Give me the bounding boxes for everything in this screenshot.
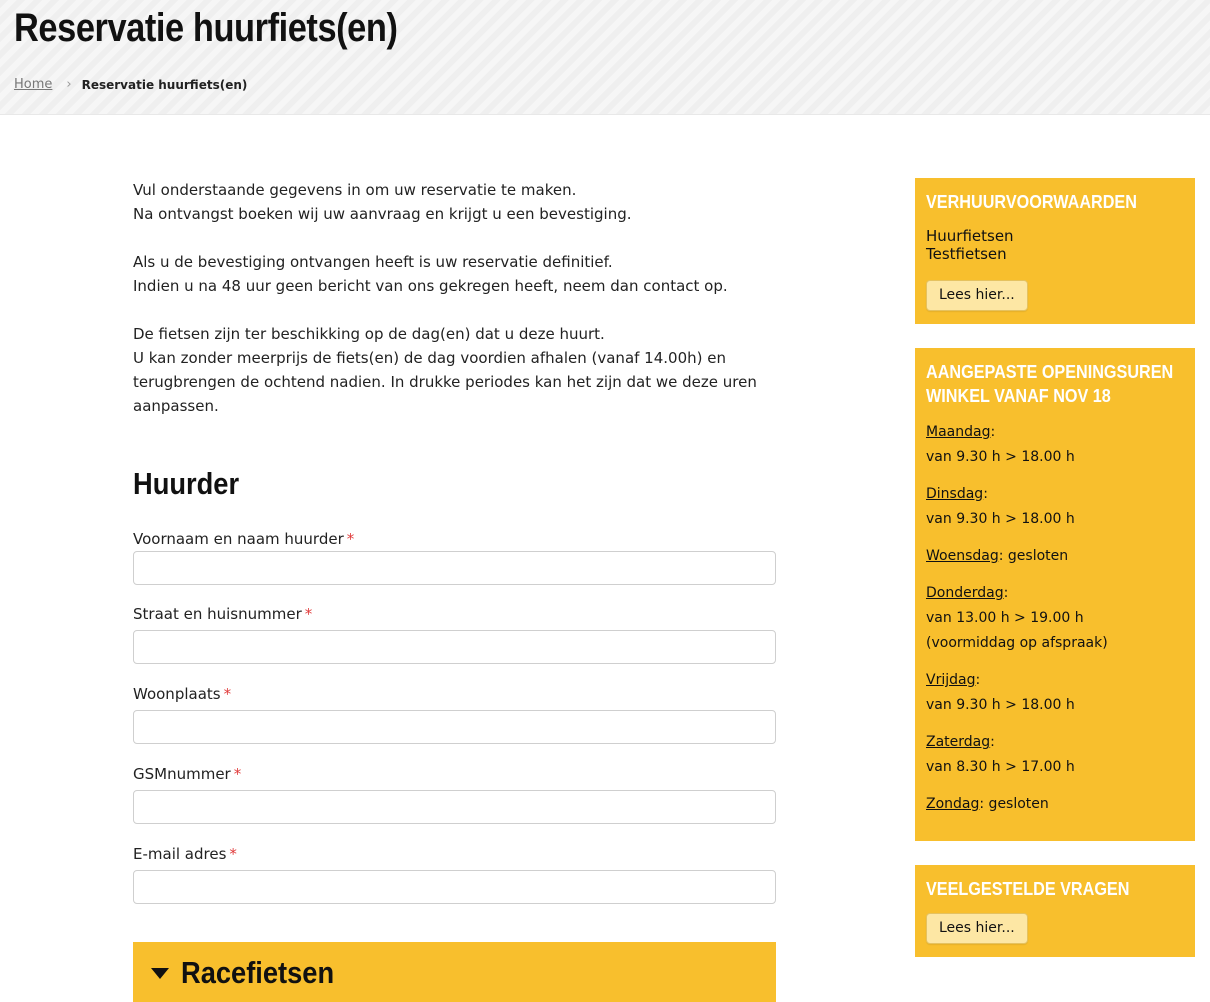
phone-input[interactable]	[133, 790, 776, 824]
day-tuesday: Dinsdag: van 9.30 h > 18.00 h	[926, 482, 1184, 532]
day-monday: Maandag: van 9.30 h > 18.00 h	[926, 420, 1184, 470]
day-hours: van 9.30 h > 18.00 h	[926, 697, 1075, 713]
day-name: Vrijdag	[926, 672, 976, 688]
email-field-label: E-mail adres *	[133, 845, 237, 863]
page-title: Reservatie huurfiets(en)	[14, 6, 398, 50]
phone-field	[133, 765, 776, 824]
day-name: Woensdag	[926, 548, 999, 564]
day-friday: Vrijdag: van 9.30 h > 18.00 h	[926, 668, 1184, 718]
day-hours: van 9.30 h > 18.00 h	[926, 449, 1075, 465]
faq-title: VEELGESTELDE VRAGEN	[926, 879, 1130, 899]
opening-hours-list	[926, 420, 1184, 817]
name-field-label: Voornaam en naam huurder *	[133, 530, 355, 548]
intro-paragraph: Als u de bevestiging ontvangen heeft is uw reservatie definitief. Indien u na 48 uur geen bericht van ons gekregen heeft, neem dan contact op.	[133, 253, 728, 295]
intro-paragraph: Vul onderstaande gegevens in om uw reservatie te maken. Na ontvangst boeken wij uw aanvraag en krijgt u een bevestiging.	[133, 181, 632, 223]
caret-down-icon	[151, 968, 169, 979]
email-input[interactable]	[133, 870, 776, 904]
breadcrumb-current: Reservatie huurfiets(en)	[81, 77, 248, 92]
faq-read-more-button[interactable]: Lees hier...	[926, 913, 1028, 944]
day-name: Donderdag	[926, 585, 1004, 601]
day-name: Dinsdag	[926, 486, 984, 502]
day-note: (voormiddag op afspraak)	[926, 635, 1108, 651]
day-saturday: Zaterdag: van 8.30 h > 17.00 h	[926, 730, 1184, 780]
day-thursday: Donderdag: van 13.00 h > 19.00 h (voormiddag op afspraak)	[926, 581, 1184, 656]
required-marker: *	[304, 605, 313, 623]
racefietsen-title: Racefietsen	[181, 955, 335, 990]
day-name: Zondag	[926, 796, 980, 812]
day-hours: van 9.30 h > 18.00 h	[926, 511, 1075, 527]
intro-paragraph: De fietsen zijn ter beschikking op de dag(en) dat u deze huurt. U kan zonder meerprijs de fiets(en) de dag voordien afhalen (vanaf 14.00h) en terugbrengen de ochtend nadien. In drukke periodes kan het zijn dat we deze uren aanpassen.	[133, 325, 757, 415]
street-input[interactable]	[133, 630, 776, 664]
day-name: Zaterdag	[926, 734, 991, 750]
intro-text	[133, 178, 776, 442]
section-title-huurder: Huurder	[133, 466, 240, 501]
day-hours: van 8.30 h > 17.00 h	[926, 759, 1075, 775]
name-field	[133, 530, 776, 585]
breadcrumb-home-link[interactable]: Home	[14, 77, 53, 92]
street-field-label: Straat en huisnummer *	[133, 605, 313, 623]
opening-hours-title: AANGEPASTE OPENINGSUREN WINKEL VANAF NOV 18	[926, 362, 1174, 406]
name-input[interactable]	[133, 551, 776, 585]
chevron-right-icon: ›	[66, 77, 72, 92]
day-wednesday: Woensdag: gesloten	[926, 548, 1069, 564]
phone-field-label: GSMnummer *	[133, 765, 242, 783]
day-sunday: Zondag: gesloten	[926, 796, 1049, 812]
conditions-title: VERHUURVOORWAARDEN	[926, 192, 1137, 212]
required-marker: *	[346, 530, 355, 548]
conditions-item: Testfietsen	[926, 245, 1007, 263]
required-marker: *	[223, 685, 232, 703]
conditions-item: Huurfietsen	[926, 227, 1014, 245]
city-input[interactable]	[133, 710, 776, 744]
opening-hours-widget	[915, 348, 1195, 841]
racefietsen-toggle[interactable]	[133, 942, 776, 1002]
breadcrumb	[14, 77, 247, 92]
email-field	[133, 845, 776, 904]
street-field	[133, 605, 776, 664]
conditions-widget	[915, 178, 1195, 324]
faq-widget	[915, 865, 1195, 957]
page-header	[0, 0, 1210, 115]
conditions-read-more-button[interactable]: Lees hier...	[926, 280, 1028, 311]
city-field-label: Woonplaats *	[133, 685, 232, 703]
required-marker: *	[233, 765, 242, 783]
city-field	[133, 685, 776, 744]
day-name: Maandag	[926, 424, 991, 440]
required-marker: *	[229, 845, 237, 863]
day-hours: van 13.00 h > 19.00 h	[926, 610, 1084, 626]
conditions-list	[926, 227, 1184, 263]
